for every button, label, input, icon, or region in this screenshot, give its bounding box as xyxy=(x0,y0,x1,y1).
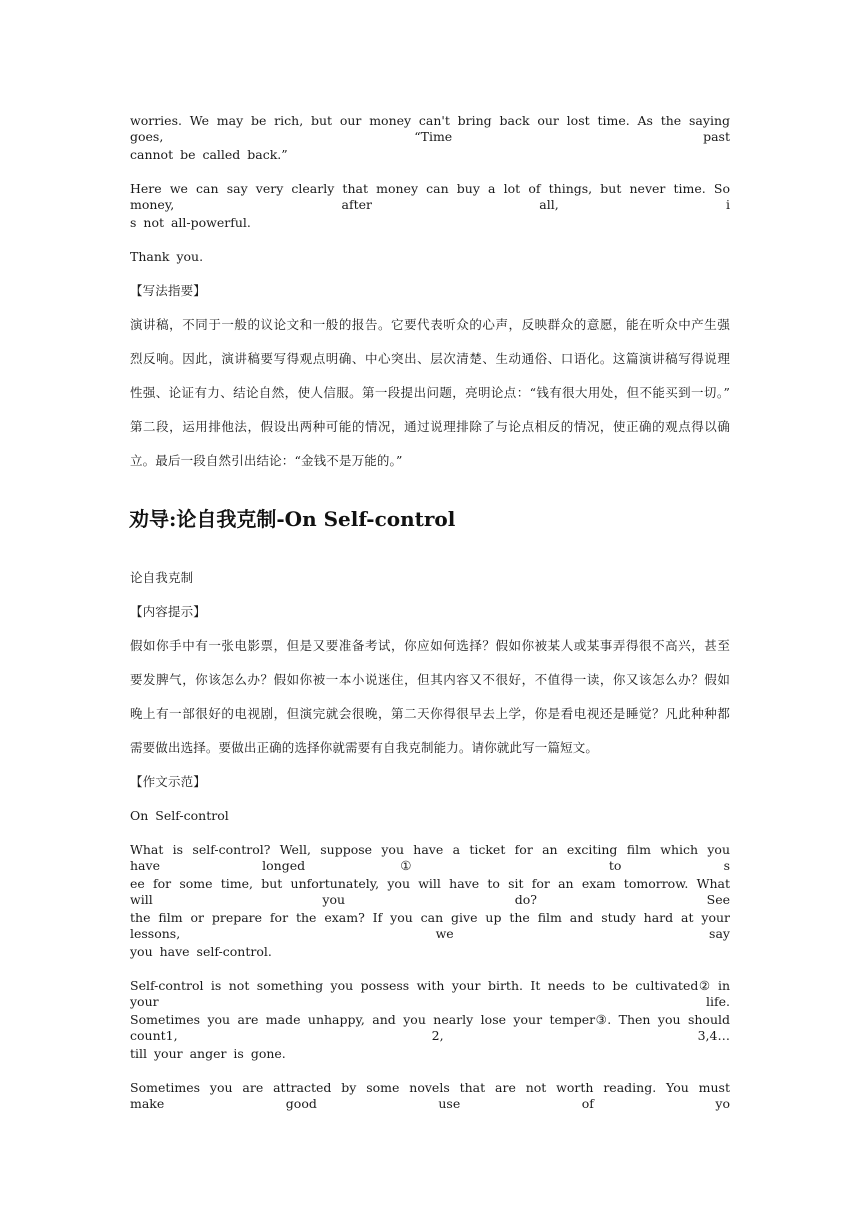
essay-line: till your anger is gone. xyxy=(130,1046,286,1061)
essay-line: s not all-powerful. xyxy=(130,215,251,230)
section-heading: 劝导:论自我克制-On Self-control xyxy=(129,507,456,531)
essay-line: the film or prepare for the exam? If you can give up the film and study hard at your lessons, we say xyxy=(130,910,730,941)
content-line: 假如你手中有一张电影票，但是又要准备考试，你应如何选择？假如你被某人或某事弄得很不高兴，甚至 xyxy=(130,638,730,653)
essay-title: On Self-control xyxy=(130,808,229,823)
content-line: 要发脾气，你该怎么办？假如你被一本小说迷住，但其内容又不很好，不值得一读，你又该怎么办？假如 xyxy=(130,672,730,687)
essay-line: cannot be called back.” xyxy=(130,147,288,162)
section-label-content-hint: 【内容提示】 xyxy=(130,604,206,619)
essay-line: you have self-control. xyxy=(130,944,272,959)
essay-line: Self-control is not something you possess with your birth. It needs to be cultivated② in your life. xyxy=(130,978,730,1009)
essay-line: Sometimes you are made unhappy, and you nearly lose your temper③. Then you should count1, 2, 3,4… xyxy=(130,1012,730,1043)
essay-line: What is self-control? Well, suppose you have a ticket for an exciting film which you have longed① to s xyxy=(130,842,730,873)
tip-line: 烈反响。因此，演讲稿要写得观点明确、中心突出、层次清楚、生动通俗、口语化。这篇演讲稿写得说理 xyxy=(130,351,730,366)
section-label-writing-tips: 【写法指要】 xyxy=(130,283,206,298)
essay-line: Here we can say very clearly that money can buy a lot of things, but never time. So money, after all, i xyxy=(130,181,730,212)
section-label-sample-essay: 【作文示范】 xyxy=(130,774,206,789)
essay-line: ee for some time, but unfortunately, you will have to sit for an exam tomorrow. What will you do? See xyxy=(130,876,730,907)
tip-line: 立。最后一段自然引出结论：“金钱不是万能的。” xyxy=(130,453,403,468)
essay-line: Sometimes you are attracted by some novels that are not worth reading. You must make good use of yo xyxy=(130,1080,730,1111)
content-line: 晚上有一部很好的电视剧，但演完就会很晚，第二天你得很早去上学，你是看电视还是睡觉？凡此种种都 xyxy=(130,706,730,721)
tip-line: 第二段，运用排他法，假设出两种可能的情况，通过说理排除了与论点相反的情况，使正确的观点得以确 xyxy=(130,419,730,434)
tip-line: 演讲稿，不同于一般的议论文和一般的报告。它要代表听众的心声，反映群众的意愿，能在听众中产生强 xyxy=(130,317,730,332)
essay-line: worries. We may be rich, but our money can't bring back our lost time. As the saying goes, “Time past xyxy=(130,113,730,144)
essay-line: Thank you. xyxy=(130,249,204,264)
tip-line: 性强、论证有力、结论自然，使人信服。第一段提出问题，亮明论点：“钱有很大用处，但不能买到一切。” xyxy=(130,385,730,400)
content-line: 需要做出选择。要做出正确的选择你就需要有自我克制能力。请你就此写一篇短文。 xyxy=(130,740,599,755)
section-subtitle: 论自我克制 xyxy=(130,570,194,585)
